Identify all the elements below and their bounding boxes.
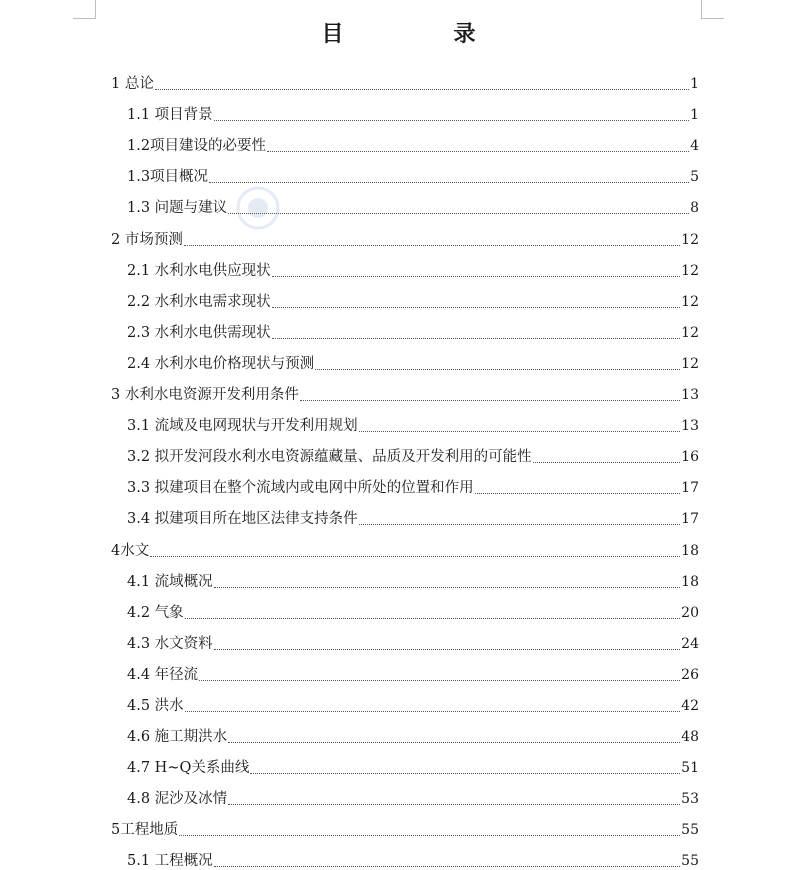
toc-entry-title[interactable]: 1.3项目概况	[127, 169, 209, 186]
toc-section-entry[interactable]	[0, 161, 797, 192]
toc-entry-title[interactable]: 2.2 水利水电需求现状	[127, 293, 271, 310]
toc-page-number: 17	[681, 511, 699, 528]
toc-dot-leader	[228, 741, 680, 743]
table-of-contents	[0, 68, 797, 870]
toc-chapter-entry[interactable]	[0, 68, 797, 99]
toc-entry-title[interactable]: 3 水利水电资源开发利用条件	[111, 387, 299, 404]
toc-section-entry[interactable]	[0, 845, 797, 870]
toc-dot-leader	[214, 865, 681, 867]
toc-dot-leader	[315, 368, 680, 370]
toc-dot-leader	[475, 492, 681, 494]
toc-section-entry[interactable]	[0, 317, 797, 348]
toc-chapter-entry[interactable]	[0, 379, 797, 410]
toc-page-number: 5	[690, 169, 699, 186]
toc-dot-leader	[228, 212, 689, 214]
toc-section-entry[interactable]	[0, 441, 797, 472]
toc-section-entry[interactable]	[0, 690, 797, 721]
toc-section-entry[interactable]	[0, 410, 797, 441]
toc-page-number: 55	[681, 853, 699, 870]
toc-section-entry[interactable]	[0, 752, 797, 783]
toc-page-number: 1	[690, 107, 699, 124]
toc-dot-leader	[199, 679, 680, 681]
toc-page-number: 24	[681, 635, 699, 652]
toc-page-number: 12	[681, 355, 699, 372]
toc-entry-title[interactable]: 5工程地质	[111, 822, 179, 839]
toc-page-number: 51	[681, 760, 699, 777]
toc-entry-title[interactable]: 4.1 流域概况	[127, 573, 213, 590]
toc-page-number: 13	[681, 387, 699, 404]
toc-section-entry[interactable]	[0, 130, 797, 161]
toc-entry-title[interactable]: 2.3 水利水电供需现状	[127, 324, 271, 341]
toc-page-number: 13	[681, 418, 699, 435]
toc-dot-leader	[214, 586, 681, 588]
toc-entry-title[interactable]: 1 总论	[111, 76, 154, 93]
toc-dot-leader	[209, 181, 689, 183]
toc-page-number: 12	[681, 262, 699, 279]
toc-page-number: 12	[681, 293, 699, 310]
toc-section-entry[interactable]	[0, 628, 797, 659]
toc-page-number: 48	[681, 729, 699, 746]
toc-entry-title[interactable]: 2.4 水利水电价格现状与预测	[127, 355, 315, 372]
toc-entry-title[interactable]: 4.5 洪水	[127, 697, 184, 714]
toc-dot-leader	[185, 617, 681, 619]
toc-section-entry[interactable]	[0, 659, 797, 690]
toc-entry-title[interactable]: 1.1 项目背景	[127, 107, 213, 124]
toc-chapter-entry[interactable]	[0, 534, 797, 565]
toc-section-entry[interactable]	[0, 255, 797, 286]
toc-dot-leader	[272, 275, 681, 277]
toc-section-entry[interactable]	[0, 286, 797, 317]
toc-entry-title[interactable]: 3.4 拟建项目所在地区法律支持条件	[127, 511, 358, 528]
toc-entry-title[interactable]: 4水文	[111, 542, 150, 559]
toc-page-number: 17	[681, 480, 699, 497]
toc-page-number: 18	[681, 542, 699, 559]
toc-dot-leader	[359, 523, 681, 525]
toc-entry-title[interactable]: 1.3 问题与建议	[127, 200, 228, 217]
toc-section-entry[interactable]	[0, 348, 797, 379]
toc-page-number: 4	[690, 138, 699, 155]
toc-page-number: 20	[681, 604, 699, 621]
toc-page-number: 8	[690, 200, 699, 217]
toc-entry-title[interactable]: 2.1 水利水电供应现状	[127, 262, 271, 279]
toc-entry-title[interactable]: 4.3 水文资料	[127, 635, 213, 652]
toc-page-number: 12	[681, 324, 699, 341]
toc-dot-leader	[214, 119, 689, 121]
toc-dot-leader	[155, 88, 689, 90]
toc-entry-title[interactable]: 2 市场预测	[111, 231, 183, 248]
toc-page-number: 16	[681, 449, 699, 466]
toc-dot-leader	[184, 244, 680, 246]
toc-section-entry[interactable]	[0, 566, 797, 597]
page-title: 目 录	[321, 21, 520, 47]
toc-section-entry[interactable]	[0, 192, 797, 223]
toc-dot-leader	[267, 150, 689, 152]
toc-dot-leader	[359, 430, 681, 432]
toc-section-entry[interactable]	[0, 783, 797, 814]
toc-chapter-entry[interactable]	[0, 814, 797, 845]
toc-entry-title[interactable]: 4.4 年径流	[127, 666, 199, 683]
toc-dot-leader	[179, 834, 680, 836]
toc-dot-leader	[150, 555, 680, 557]
toc-page-number: 18	[681, 573, 699, 590]
toc-entry-title[interactable]: 3.2 拟开发河段水利水电资源蕴藏量、品质及开发利用的可能性	[127, 449, 532, 466]
toc-section-entry[interactable]	[0, 597, 797, 628]
toc-page-number: 12	[681, 231, 699, 248]
toc-section-entry[interactable]	[0, 99, 797, 130]
toc-entry-title[interactable]: 4.6 施工期洪水	[127, 729, 228, 746]
toc-page-number: 55	[681, 822, 699, 839]
toc-section-entry[interactable]	[0, 472, 797, 503]
toc-page-number: 1	[690, 76, 699, 93]
toc-dot-leader	[300, 399, 680, 401]
toc-dot-leader	[214, 648, 681, 650]
toc-page-number: 26	[681, 666, 699, 683]
toc-entry-title[interactable]: 4.7 H~Q关系曲线	[127, 760, 250, 777]
toc-section-entry[interactable]	[0, 721, 797, 752]
toc-dot-leader	[228, 803, 680, 805]
toc-dot-leader	[250, 772, 680, 774]
toc-dot-leader	[272, 306, 681, 308]
toc-entry-title[interactable]: 5.1 工程概况	[127, 853, 213, 870]
toc-entry-title[interactable]: 1.2项目建设的必要性	[127, 138, 267, 155]
toc-section-entry[interactable]	[0, 503, 797, 534]
toc-dot-leader	[533, 461, 681, 463]
toc-page-number: 42	[681, 697, 699, 714]
toc-entry-title[interactable]: 4.2 气象	[127, 604, 184, 621]
toc-entry-title[interactable]: 4.8 泥沙及冰情	[127, 791, 228, 808]
toc-page-number: 53	[681, 791, 699, 808]
toc-dot-leader	[185, 710, 681, 712]
toc-dot-leader	[272, 337, 681, 339]
toc-entry-title[interactable]: 3.1 流域及电网现状与开发利用规划	[127, 418, 358, 435]
toc-chapter-entry[interactable]	[0, 223, 797, 254]
toc-entry-title[interactable]: 3.3 拟建项目在整个流域内或电网中所处的位置和作用	[127, 480, 474, 497]
